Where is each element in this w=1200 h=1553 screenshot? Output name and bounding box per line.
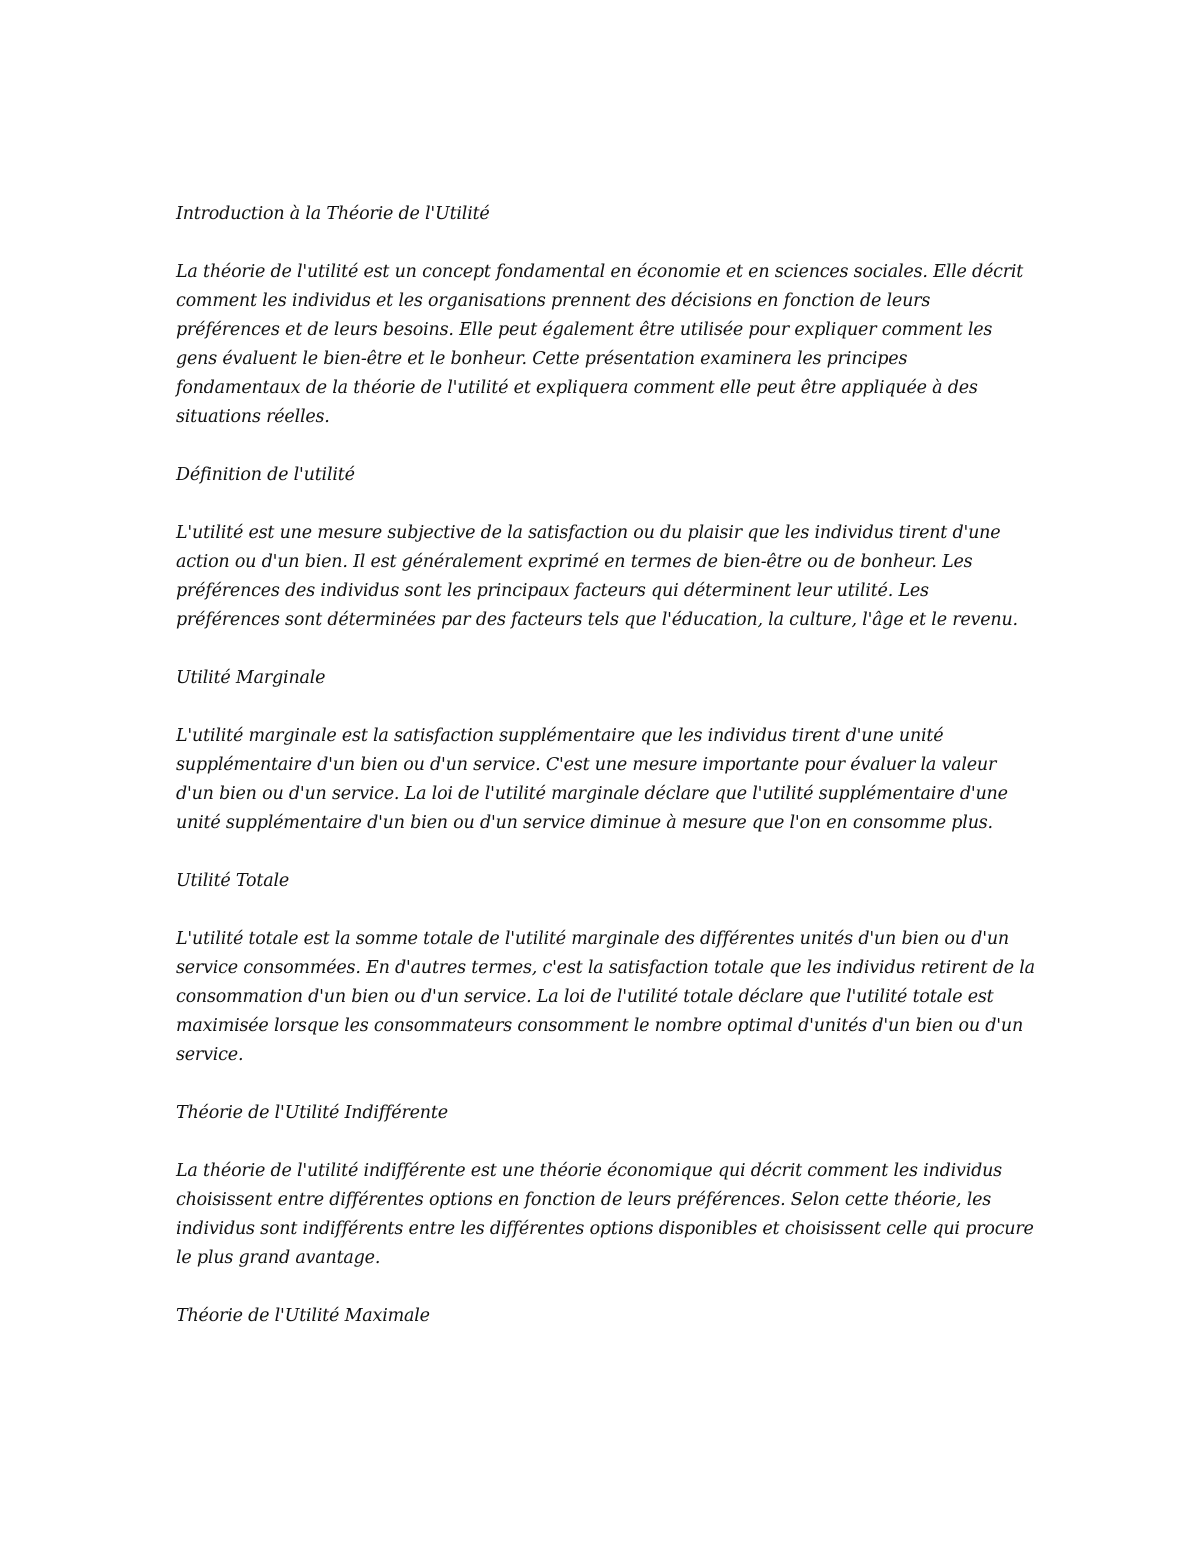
- section-paragraph-definition: L'utilité est une mesure subjective de la satisfaction ou du plaisir que les individus tirent d'une action ou d'un bien. Il est généralement exprimé en termes de bien-être ou de bonheur. Les préférences des individus sont les principaux facteurs qui déterminent leur utilité. Les préférences sont déterminées par des facteurs tels que l'éducation, la culture, l'âge et le revenu.: [176, 523, 1018, 630]
- section-paragraph-total-utility: L'utilité totale est la somme totale de l'utilité marginale des différentes unités d'un bien ou d'un service consommées. En d'autres termes, c'est la satisfaction totale que les individus retirent de la consommation d'un bien ou d'un service. La loi de l'utilité totale déclare que l'utilité totale est maximisée lorsque les consommateurs consomment le nombre optimal d'unités d'un bien ou d'un service.: [176, 929, 1035, 1065]
- section-paragraph-introduction: La théorie de l'utilité est un concept fondamental en économie et en sciences sociales. Elle décrit comment les individus et les organisations prennent des décisions en fonction de leurs préférences et de leurs besoins. Elle peut également être utilisée pour expliquer comment les gens évaluent le bien-être et le bonheur. Cette présentation examinera les principes fondamentaux de la théorie de l'utilité et expliquera comment elle peut être appliquée à des situations réelles.: [176, 262, 1024, 427]
- section-heading-total-utility: Utilité Totale: [176, 871, 289, 891]
- document-body: [176, 200, 1036, 1360]
- section-heading-introduction: Introduction à la Théorie de l'Utilité: [176, 204, 490, 224]
- section-heading-definition: Définition de l'utilité: [176, 465, 355, 485]
- section-heading-maximal-utility: Théorie de l'Utilité Maximale: [176, 1306, 430, 1326]
- section-heading-marginal-utility: Utilité Marginale: [176, 668, 326, 688]
- section-paragraph-marginal-utility: L'utilité marginale est la satisfaction supplémentaire que les individus tirent d'une unité supplémentaire d'un bien ou d'un service. C'est une mesure importante pour évaluer la valeur d'un bien ou d'un service. La loi de l'utilité marginale déclare que l'utilité supplémentaire d'une unité supplémentaire d'un bien ou d'un service diminue à mesure que l'on en consomme plus.: [176, 726, 1008, 833]
- section-paragraph-indifferent-utility: La théorie de l'utilité indifférente est une théorie économique qui décrit comment les individus choisissent entre différentes options en fonction de leurs préférences. Selon cette théorie, les individus sont indifférents entre les différentes options disponibles et choisissent celle qui procure le plus grand avantage.: [176, 1161, 1034, 1268]
- section-heading-indifferent-utility: Théorie de l'Utilité Indifférente: [176, 1103, 448, 1123]
